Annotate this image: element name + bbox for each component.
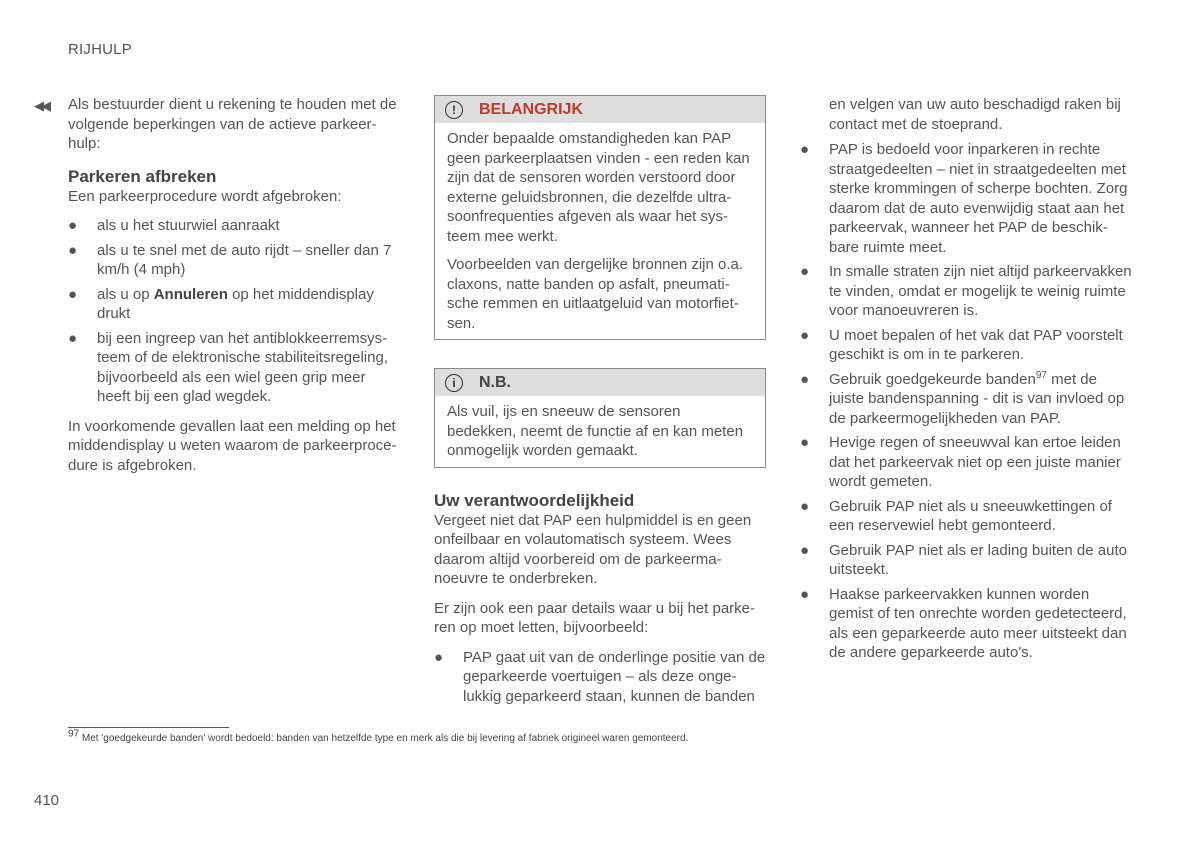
info-icon: i xyxy=(445,374,463,392)
heading-uw-verantwoordelijkheid: Uw verantwoordelijkheid xyxy=(434,490,635,510)
footnote-text: Met 'goedgekeurde banden' wordt bedoeld: banden van hetzelfde type en merk als die bij levering af fabriek origineel waren gemonteerd. xyxy=(81,733,689,744)
list-item: ● In smalle straten zijn niet altijd parkeervakken te vinden, omdat er mogelijk te weinig ruimte voor manoeuvreren is. xyxy=(800,263,1132,319)
note-box xyxy=(434,368,766,468)
warning-icon: ! xyxy=(445,101,463,119)
list-item: ● Haakse parkeervakken kunnen worden gemist of ten onrechte worden gedetecteerd, als een geparkeerde auto meer uitsteekt dan de andere geparkeerde auto's. xyxy=(800,585,1127,661)
subintro-paragraph: Een parkeerprocedure wordt afgebroken: xyxy=(68,187,342,205)
list-item: ● Gebruik PAP niet als er lading buiten de auto uitsteekt. xyxy=(800,541,1127,578)
list-item: ● bij een ingreep van het antiblokkeerremsys-teem of de elektronische stabiliteitsregeling, bijvoorbeeld als een wiel geen grip meer heeft bij een glad wegdek. xyxy=(68,329,388,405)
continuation-arrow-icon: ◀◀ xyxy=(34,98,48,113)
important-box-header xyxy=(435,96,765,123)
important-box-body xyxy=(435,123,765,339)
closing-paragraph: In voorkomende gevallen laat een melding op het middendisplay u weten waarom de parkeerproce-dure is afgebroken. xyxy=(68,417,397,474)
bullet-icon: ● xyxy=(800,370,810,388)
bullet-icon: ● xyxy=(800,326,810,344)
bullet-icon: ● xyxy=(800,541,810,559)
footnote-divider xyxy=(68,727,229,728)
details-list xyxy=(434,648,766,707)
footnote-ref[interactable]: 97 xyxy=(1035,369,1047,381)
page-number: 410 xyxy=(34,792,60,809)
important-paragraph-1: Onder bepaalde omstandigheden kan PAP geen parkeerplaatsen vinden - een reden kan zijn dat de sensoren worden verstoord door externe geluidsbronnen, die dezelfde ultra-soonfrequenties afgeven als waar het sys-teem mee werkt. xyxy=(447,130,750,245)
note-paragraph: Als vuil, ijs en sneeuw de sensoren bedekken, neemt de functie af en kan meten onmogelijk worden gemaakt. xyxy=(447,403,744,459)
list-item: ● als u het stuurwiel aanraakt xyxy=(68,217,280,234)
bullet-icon: ● xyxy=(800,585,810,603)
list-item: ● Gebruik goedgekeurde banden$^{97}$ met de juiste bandenspanning - dit is van invloed op de parkeermogelijkheden van PAP. xyxy=(800,369,1125,427)
bullet-icon: ● xyxy=(68,217,78,234)
note-title: N.B. xyxy=(479,373,511,391)
list-item: ● als u te snel met de auto rijdt – sneller dan 7 km/h (4 mph) xyxy=(68,241,392,278)
abort-conditions-list xyxy=(68,216,400,407)
footnote-number: 97 xyxy=(68,728,80,740)
bullet-icon: ● xyxy=(800,497,810,515)
bullet-icon: ● xyxy=(68,329,78,347)
heading-parkeren-afbreken: Parkeren afbreken xyxy=(68,166,217,186)
important-title: BELANGRIJK xyxy=(479,100,584,118)
list-item: ● PAP is bedoeld voor inparkeren in rechte straatgedeelten – niet in straatgedeelten met sterke krommingen of scherpe bochten. Zorg daarom dat de auto evenwijdig staat aan het parkeervak, wanneer het PAP de beschik-bare ruimte meet. xyxy=(800,141,1128,256)
list-item: ● Hevige regen of sneeuwval kan ertoe leiden dat het parkeervak niet op een juiste manier wordt gemeten. xyxy=(800,434,1121,490)
list-item: ● PAP gaat uit van de onderlinge positie van de geparkeerde voertuigen – als deze onge-lukkig geparkeerd staan, kunnen de banden xyxy=(434,648,766,705)
continuation-text: en velgen van uw auto beschadigd raken bij contact met de stoeprand. xyxy=(829,96,1121,133)
important-paragraph-2: Voorbeelden van dergelijke bronnen zijn o.a. claxons, natte banden op asfalt, pneumati-sche remmen en uitlaatgeluid van motorfiet-sen. xyxy=(447,256,744,332)
list-item: ● U moet bepalen of het vak dat PAP voorstelt geschikt is om in te parkeren. xyxy=(800,326,1123,363)
note-box-body xyxy=(435,396,765,467)
responsibility-paragraph-2: Er zijn ook een paar details waar u bij het parke-ren op moet letten, bijvoorbeeld: xyxy=(434,599,756,636)
note-box-header xyxy=(435,369,765,396)
bullet-icon: ● xyxy=(800,263,810,280)
list-item: ● Gebruik PAP niet als u sneeuwkettingen of een reservewiel hebt gemonteerd. xyxy=(800,497,1112,534)
bullet-icon: ● xyxy=(800,434,810,451)
column-left xyxy=(68,95,400,485)
annuleren-term: Annuleren xyxy=(153,285,228,303)
column-middle xyxy=(434,95,766,716)
list-item: ● als u op Annuleren op het middendisplay drukt xyxy=(68,285,374,322)
responsibility-paragraph-1: Vergeet niet dat PAP een hulpmiddel is en geen onfeilbaar en volautomatisch systeem. Wees daarom altijd voorbereid om de parkeerma-noeuvre te onderbreken. xyxy=(434,511,752,587)
bullet-icon: ● xyxy=(800,141,810,158)
bullet-icon: ● xyxy=(68,285,78,303)
intro-paragraph: Als bestuurder dient u rekening te houden met de volgende beperkingen van de actieve parkeer-hulp: xyxy=(68,96,397,152)
section-header: RIJHULP xyxy=(68,41,132,58)
bullet-icon: ● xyxy=(68,241,78,259)
column-right xyxy=(800,95,1135,673)
details-list-continued xyxy=(800,140,1135,663)
footnote xyxy=(68,728,689,746)
important-box xyxy=(434,95,766,340)
bullet-icon: ● xyxy=(434,648,444,666)
